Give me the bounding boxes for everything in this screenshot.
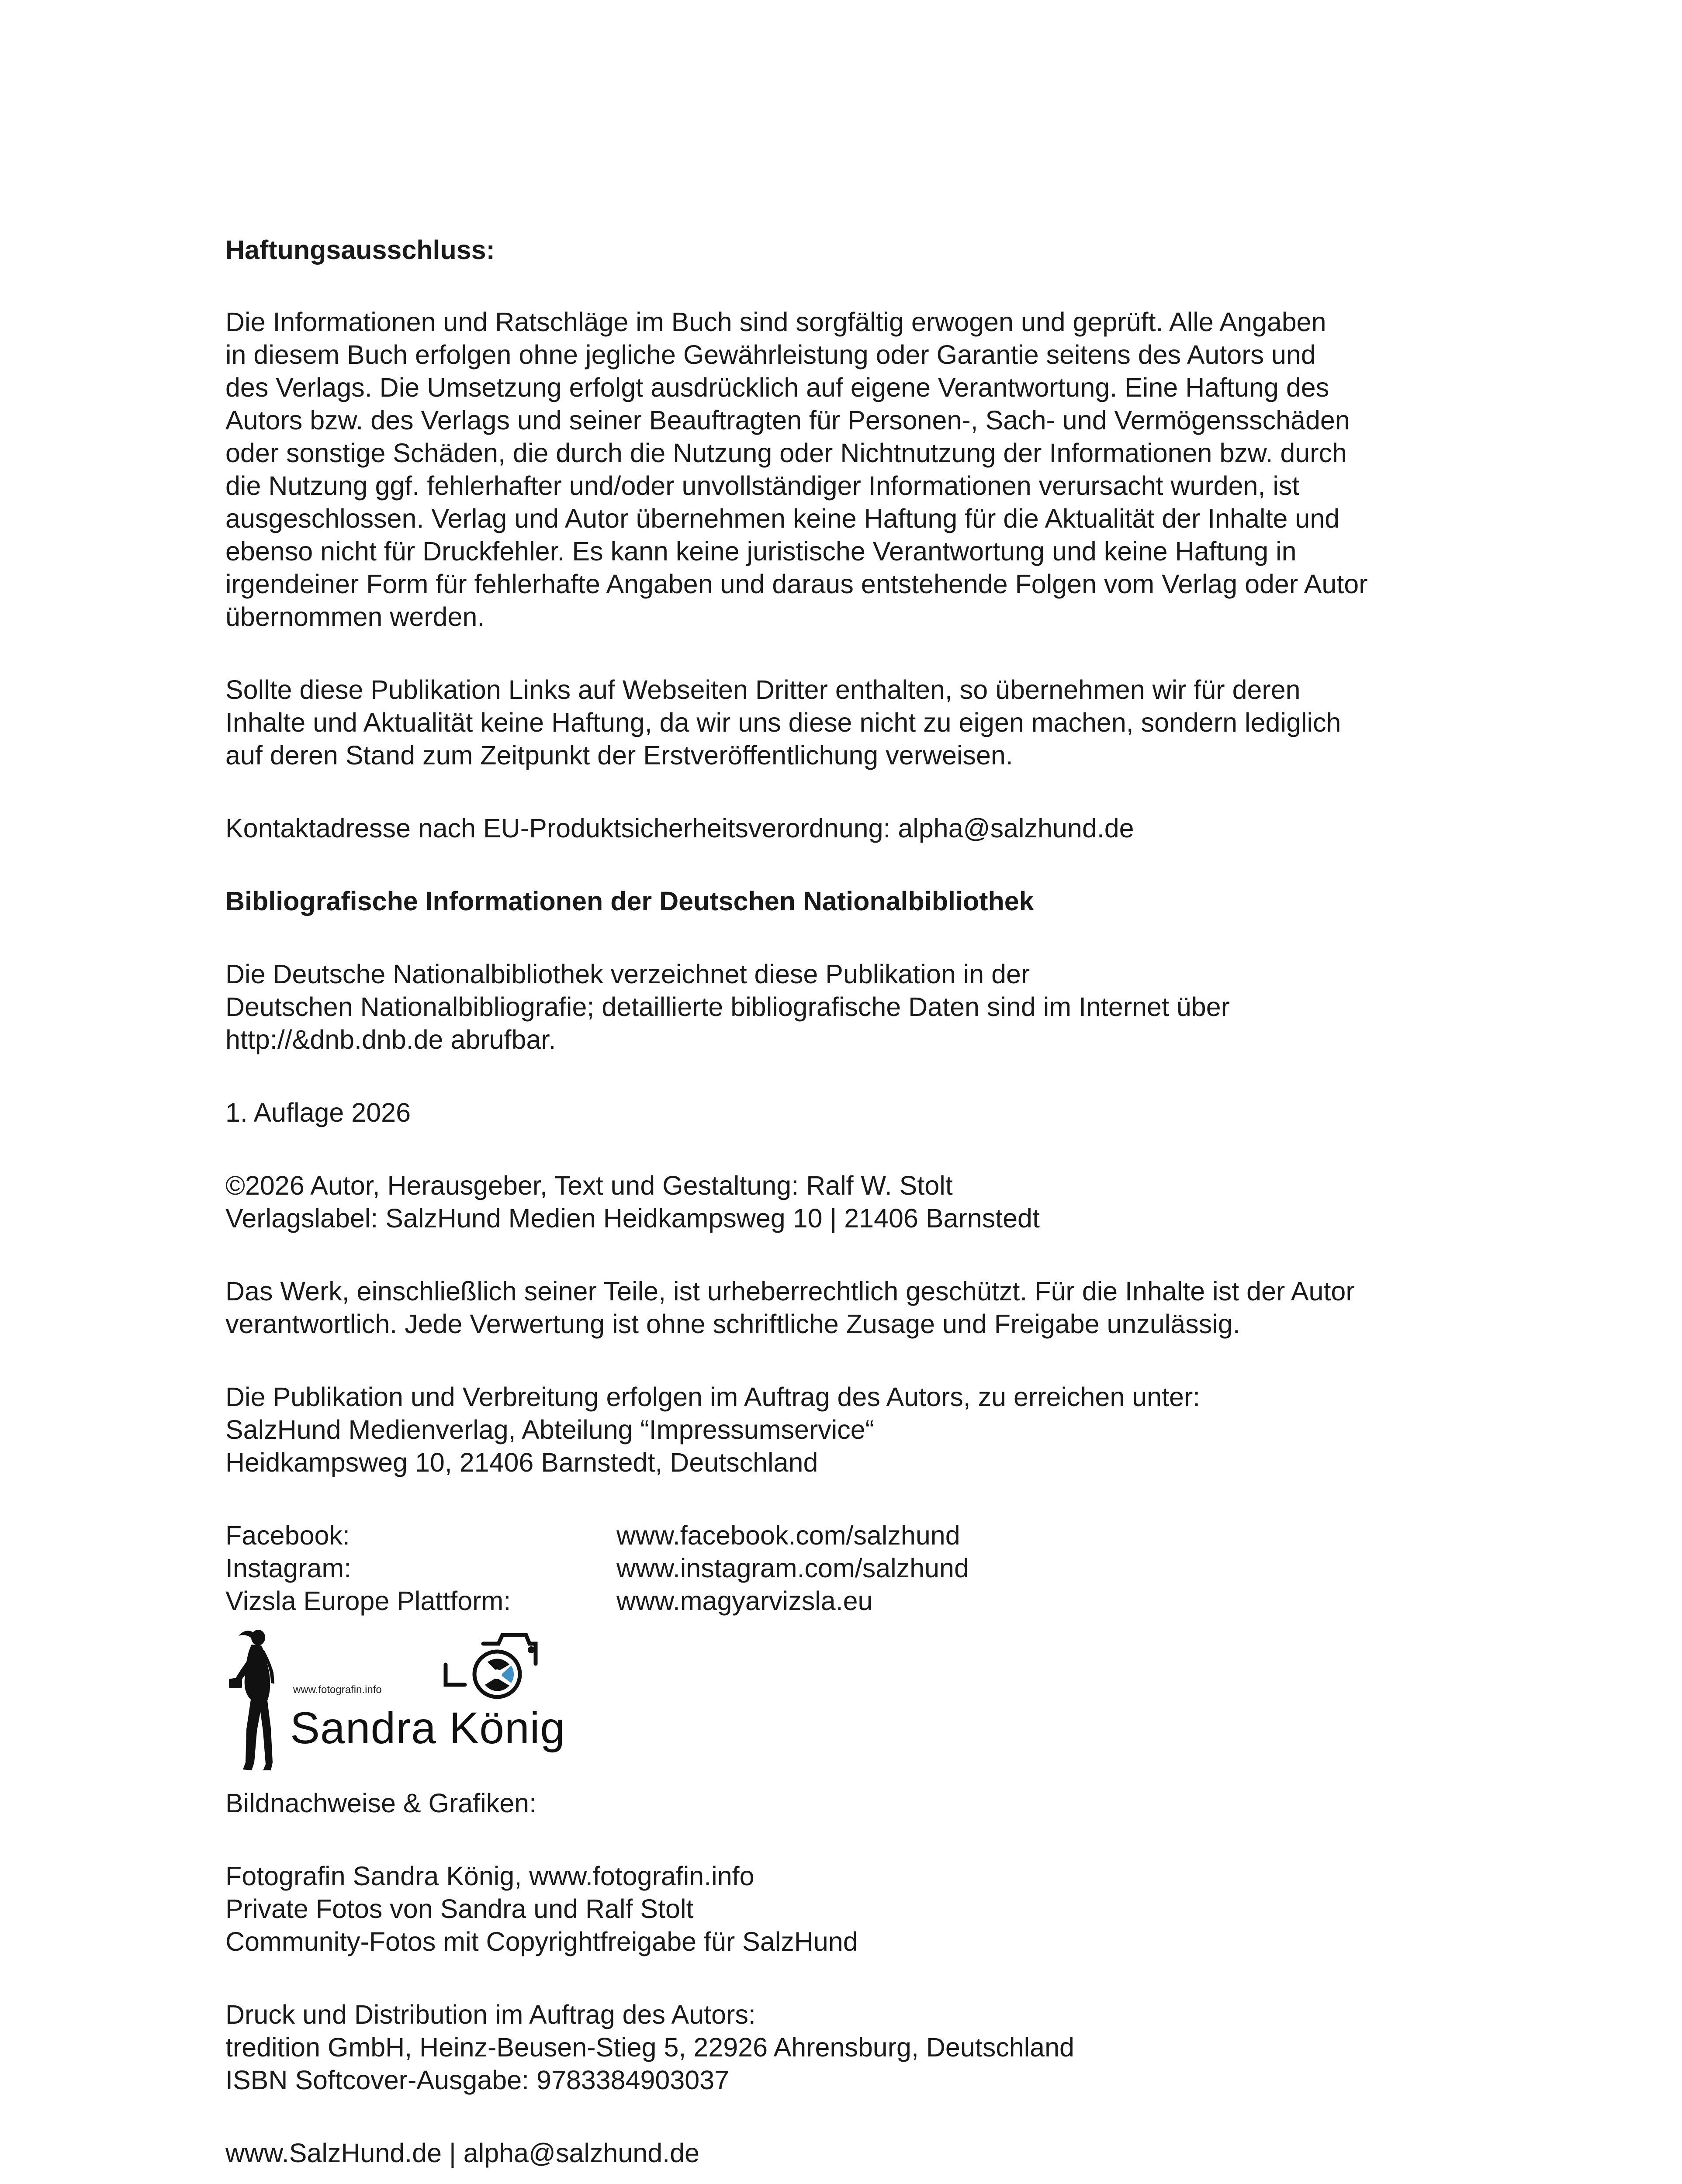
social-label-facebook: Facebook: <box>225 1521 350 1550</box>
credits-heading: Bildnachweise & Grafiken: <box>225 1788 537 1818</box>
text-line: Sollte diese Publikation Links auf Webseiten Dritter enthalten, so übernehmen wir für deren <box>225 675 1301 705</box>
logo-name-text: Sandra König <box>290 1703 566 1753</box>
text-line: Die Informationen und Ratschläge im Buch sind sorgfältig erwogen und geprüft. Alle Angaben <box>225 307 1326 337</box>
imprint-page <box>225 234 1405 2170</box>
text-line: SalzHund Medienverlag, Abteilung “Impressumservice“ <box>225 1415 874 1444</box>
contact-line: Kontaktadresse nach EU-Produktsicherheitsverordnung: alpha@salzhund.de <box>225 813 1134 843</box>
text-line: Das Werk, einschließlich seiner Teile, ist urheberrechtlich geschützt. Für die Inhalte ist der Autor <box>225 1276 1355 1306</box>
text-line: irgendeiner Form für fehlerhafte Angaben und daraus entstehende Folgen vom Verlag oder Autor <box>225 569 1368 599</box>
disclaimer-heading: Haftungsausschluss: <box>225 235 495 265</box>
print-block <box>225 1998 1405 2097</box>
text-line: in diesem Buch erfolgen ohne jegliche Gewährleistung oder Garantie seitens des Autors und <box>225 340 1316 370</box>
text-line: Private Fotos von Sandra und Ralf Stolt <box>225 1894 694 1924</box>
links-paragraph <box>225 674 1405 772</box>
rights-paragraph <box>225 1275 1405 1341</box>
social-link-vizsla[interactable]: www.magyarvizsla.eu <box>616 1586 873 1616</box>
text-line: Community-Fotos mit Copyrightfreigabe für SalzHund <box>225 1927 858 1956</box>
text-line: ausgeschlossen. Verlag und Autor übernehmen keine Haftung für die Aktualität der Inhalte und <box>225 504 1340 533</box>
footer-links[interactable]: www.SalzHund.de | alpha@salzhund.de <box>225 2138 699 2168</box>
text-line: ISBN Softcover-Ausgabe: 9783384903037 <box>225 2065 730 2095</box>
text-line: Verlagslabel: SalzHund Medien Heidkampsweg 10 | 21406 Barnstedt <box>225 1203 1040 1233</box>
text-line: Heidkampsweg 10, 21406 Barnstedt, Deutschland <box>225 1448 818 1477</box>
disclaimer-paragraph <box>225 306 1405 633</box>
text-line: übernommen werden. <box>225 602 485 632</box>
social-link-instagram[interactable]: www.instagram.com/salzhund <box>616 1553 969 1583</box>
social-link-facebook[interactable]: www.facebook.com/salzhund <box>616 1521 960 1550</box>
text-line: des Verlags. Die Umsetzung erfolgt ausdrücklich auf eigene Verantwortung. Eine Haftung des <box>225 373 1329 402</box>
social-label-vizsla: Vizsla Europe Plattform: <box>225 1586 511 1616</box>
copyright-block <box>225 1169 1405 1235</box>
photographer-logo <box>225 1626 575 1775</box>
text-line: Druck und Distribution im Auftrag des Autors: <box>225 2000 756 2029</box>
text-line: Die Publikation und Verbreitung erfolgen im Auftrag des Autors, zu erreichen unter: <box>225 1382 1201 1412</box>
text-line: ©2026 Autor, Herausgeber, Text und Gestaltung: Ralf W. Stolt <box>225 1171 953 1200</box>
text-line: oder sonstige Schäden, die durch die Nutzung oder Nichtnutzung der Informationen bzw. durch <box>225 438 1347 468</box>
text-line: auf deren Stand zum Zeitpunkt der Erstveröffentlichung verweisen. <box>225 740 1013 770</box>
text-line: Inhalte und Aktualität keine Haftung, da wir uns diese nicht zu eigen machen, sondern lediglich <box>225 708 1341 737</box>
logo-website-text: www.fotografin.info <box>293 1684 382 1696</box>
social-label-instagram: Instagram: <box>225 1553 352 1583</box>
bibliography-heading: Bibliografische Informationen der Deutschen Nationalbibliothek <box>225 886 1034 916</box>
text-line: Fotografin Sandra König, www.fotografin.info <box>225 1861 754 1891</box>
text-line: tredition GmbH, Heinz-Beusen-Stieg 5, 22926 Ahrensburg, Deutschland <box>225 2032 1074 2062</box>
edition-line: 1. Auflage 2026 <box>225 1098 411 1127</box>
text-line: verantwortlich. Jede Verwertung ist ohne schriftliche Zusage und Freigabe unzulässig. <box>225 1309 1240 1339</box>
text-line: ebenso nicht für Druckfehler. Es kann keine juristische Verantwortung und keine Haftung in <box>225 536 1297 566</box>
text-line: http://&dnb.dnb.de abrufbar. <box>225 1025 556 1054</box>
text-line: Deutschen Nationalbibliografie; detaillierte bibliografische Daten sind im Internet über <box>225 992 1230 1022</box>
text-line: die Nutzung ggf. fehlerhafter und/oder unvollständiger Informationen verursacht wurden, ist <box>225 471 1300 501</box>
publication-block <box>225 1381 1405 1479</box>
bibliography-paragraph <box>225 958 1405 1056</box>
text-line: Autors bzw. des Verlags und seiner Beauftragten für Personen-, Sach- und Vermögensschäden <box>225 405 1350 435</box>
social-links-table <box>225 1519 1405 1617</box>
text-line: Die Deutsche Nationalbibliothek verzeichnet diese Publikation in der <box>225 959 1030 989</box>
credits-list <box>225 1860 1405 1958</box>
